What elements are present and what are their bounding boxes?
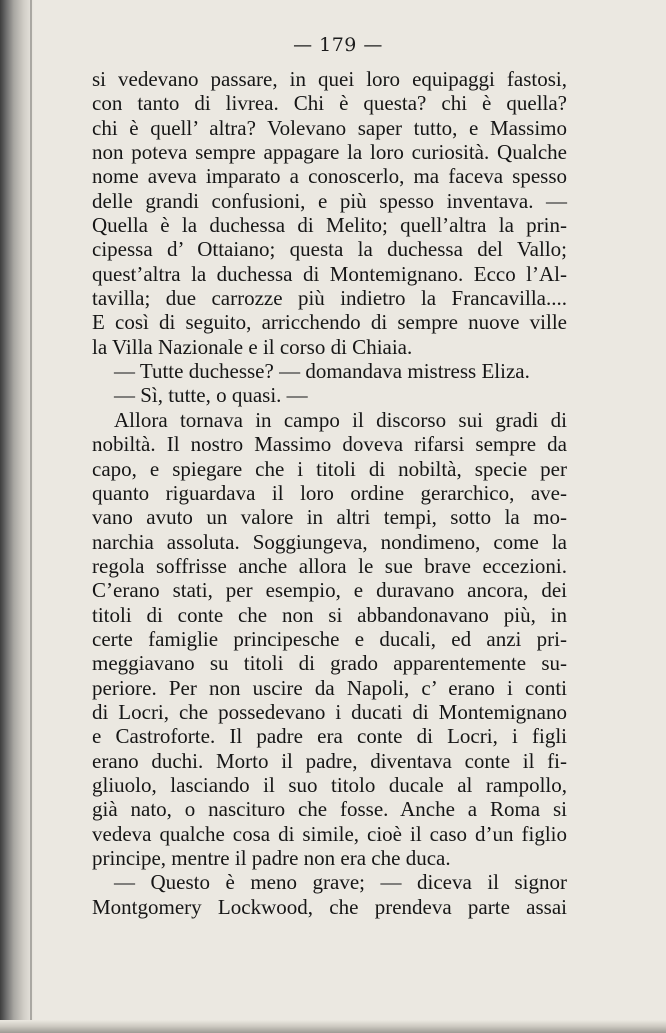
text-line: principe, mentre il padre non era che duca. — [92, 846, 451, 870]
text-line: la Villa Nazionale e il corso di Chiaia. — [92, 334, 413, 359]
text-line: vedeva qualche cosa di simile, cioè il caso d’un figlio — [92, 821, 567, 846]
text-line: meggiavano su titoli di grado apparentemente su- — [92, 651, 567, 676]
text-line: periore. Per non uscire da Napoli, c’ erano i conti — [92, 675, 567, 700]
text-line: quest’altra la duchessa di Montemignano. Ecco l’Al- — [92, 261, 567, 286]
text-line: — Tutte duchesse? — domandava mistress Eliza. — [114, 359, 530, 384]
text-line: nome aveva imparato a conoscerlo, ma faceva spesso — [92, 164, 567, 189]
binding-line — [30, 0, 32, 1033]
text-line: chi è quell’ altra? Volevano saper tutto, e Massimo — [92, 115, 567, 140]
text-line: — Questo è meno grave; — diceva il signor — [114, 870, 567, 895]
text-line: non poteva sempre appagare la loro curiosità. Qualche — [92, 140, 567, 165]
text-line: con tanto di livrea. Chi è questa? chi è quella? — [92, 91, 567, 116]
body-text — [92, 67, 567, 919]
text-line: Montgomery Lockwood, che prendeva parte assai — [92, 894, 567, 919]
text-line: E così di seguito, arricchendo di sempre nuove ville — [92, 310, 567, 335]
text-line: già nato, o nascituro che fosse. Anche a Roma si — [92, 797, 567, 822]
page-bottom-edge — [0, 1020, 666, 1033]
text-line: capo, e spiegare che i titoli di nobiltà, specie per — [92, 456, 567, 481]
binding-shadow — [0, 0, 34, 1033]
text-line: vano avuto un valore in altri tempi, sotto la mo- — [92, 505, 567, 530]
text-line: e Castroforte. Il padre era conte di Locri, i figli — [92, 724, 567, 749]
text-line: tavilla; due carrozze più indietro la Francavilla.... — [92, 286, 567, 311]
text-line: Allora tornava in campo il discorso sui gradi di — [114, 407, 567, 432]
text-line: regola soffrisse anche allora le sue brave eccezioni. — [92, 553, 567, 578]
text-line: narchia assoluta. Soggiungeva, nondimeno, come la — [92, 529, 567, 554]
text-line: titoli di conte che non si abbandonavano più, in — [92, 602, 567, 627]
text-line: gliuolo, lasciando il suo titolo ducale al rampollo, — [92, 772, 567, 797]
text-line: quanto riguardava il loro ordine gerarchico, ave- — [92, 480, 567, 505]
text-line: si vedevano passare, in quei loro equipaggi fastosi, — [92, 67, 567, 91]
text-line: erano duchi. Morto il padre, diventava conte il fi- — [92, 748, 567, 773]
text-line: C’erano stati, per esempio, e duravano ancora, dei — [92, 578, 567, 603]
text-line: Quella è la duchessa di Melito; quell’altra la prin- — [92, 213, 567, 238]
text-line: cipessa d’ Ottaiano; questa la duchessa del Vallo; — [92, 237, 567, 262]
text-line: — Sì, tutte, o quasi. — — [114, 383, 308, 408]
text-line: delle grandi confusioni, e più spesso inventava. — — [92, 188, 567, 213]
text-line: nobiltà. Il nostro Massimo doveva rifarsi sempre da — [92, 432, 567, 457]
text-line: di Locri, che possedevano i ducati di Montemignano — [92, 699, 567, 724]
text-line: certe famiglie principesche e ducali, ed anzi pri- — [92, 626, 567, 651]
page-number-header: — 179 — — [293, 34, 383, 56]
